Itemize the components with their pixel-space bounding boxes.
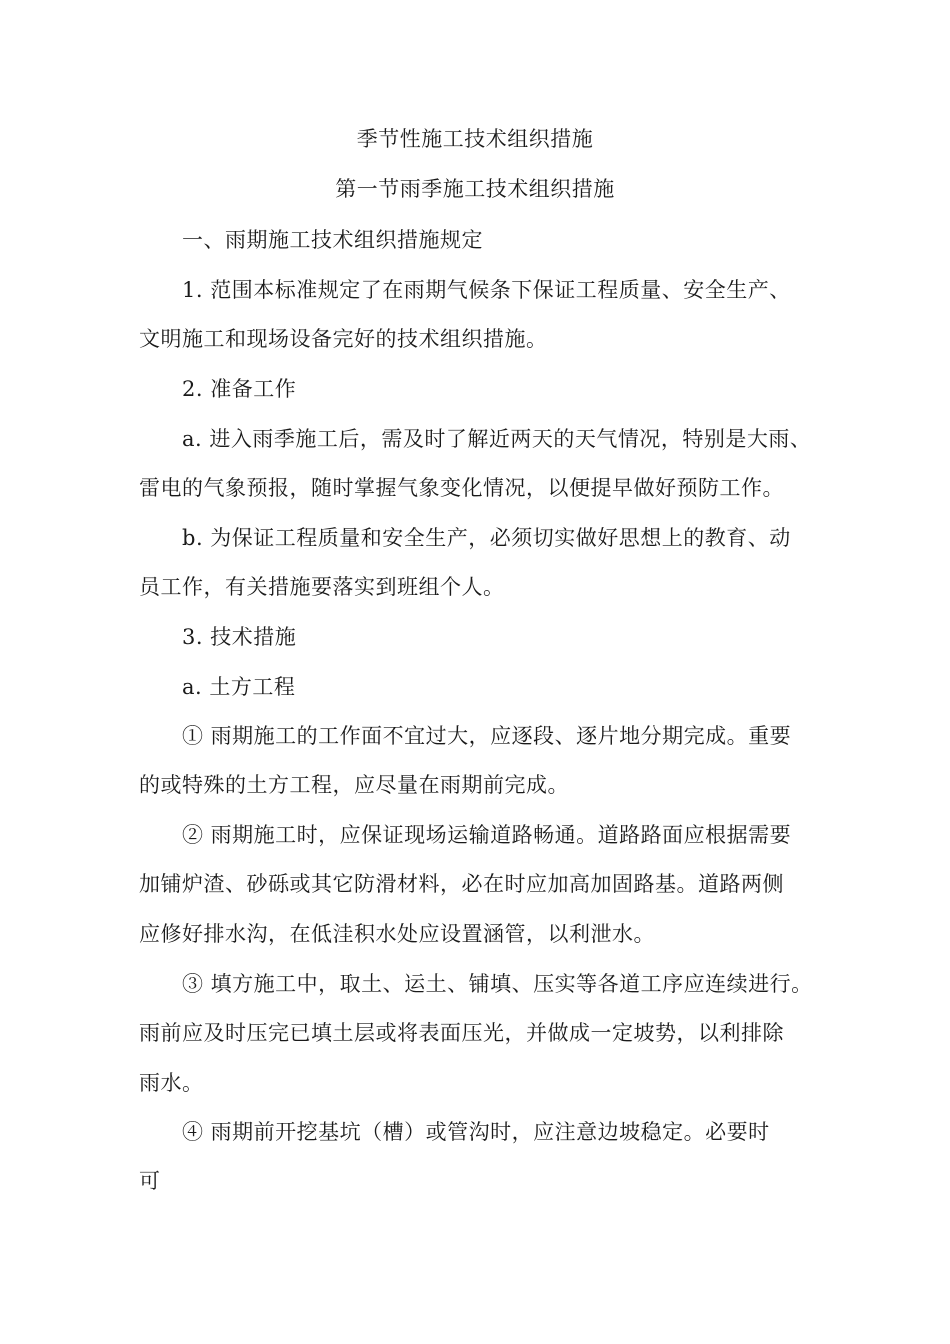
paragraph-line: 员工作，有关措施要落实到班组个人。 [139,575,505,599]
paragraph-line: 的或特殊的土方工程，应尽量在雨期前完成。 [139,773,569,797]
paragraph-line: ② 雨期施工时，应保证现场运输道路畅通。道路路面应根据需要 [182,823,792,847]
paragraph-line: 加铺炉渣、砂砾或其它防滑材料，必在时应加高加固路基。道路两侧 [139,872,784,896]
paragraph-line: ① 雨期施工的工作面不宜过大，应逐段、逐片地分期完成。重要 [182,724,792,748]
subheading-3a: a. 土方工程 [182,675,296,699]
paragraph-line: 雨前应及时压完已填土层或将表面压光，并做成一定坡势，以利排除 [139,1021,784,1045]
paragraph-line: 文明施工和现场设备完好的技术组织措施。 [139,327,548,351]
paragraph-line: a. 进入雨季施工后，需及时了解近两天的天气情况，特别是大雨、 [182,427,812,451]
paragraph-line: 雨水。 [139,1071,204,1095]
subheading-3: 3. 技术措施 [182,625,297,649]
paragraph-line: 雷电的气象预报，随时掌握气象变化情况，以便提早做好预防工作。 [139,476,784,500]
document-title: 季节性施工技术组织措施 [356,127,594,151]
heading-1: 一、雨期施工技术组织措施规定 [182,228,483,252]
section-title: 第一节雨季施工技术组织措施 [335,177,615,201]
paragraph-line: ④ 雨期前开挖基坑（槽）或管沟时，应注意边坡稳定。必要时 [182,1120,770,1144]
paragraph-line: 应修好排水沟，在低洼积水处应设置涵管，以利泄水。 [139,922,655,946]
paragraph-line: b. 为保证工程质量和安全生产，必须切实做好思想上的教育、动 [182,526,791,550]
paragraph-line: 可 [139,1169,161,1193]
subheading-2: 2. 准备工作 [182,377,297,401]
paragraph-line: 1. 范围本标准规定了在雨期气候条下保证工程质量、安全生产、 [182,278,791,302]
paragraph-line: ③ 填方施工中，取土、运土、铺填、压实等各道工序应连续进行。 [182,972,813,996]
